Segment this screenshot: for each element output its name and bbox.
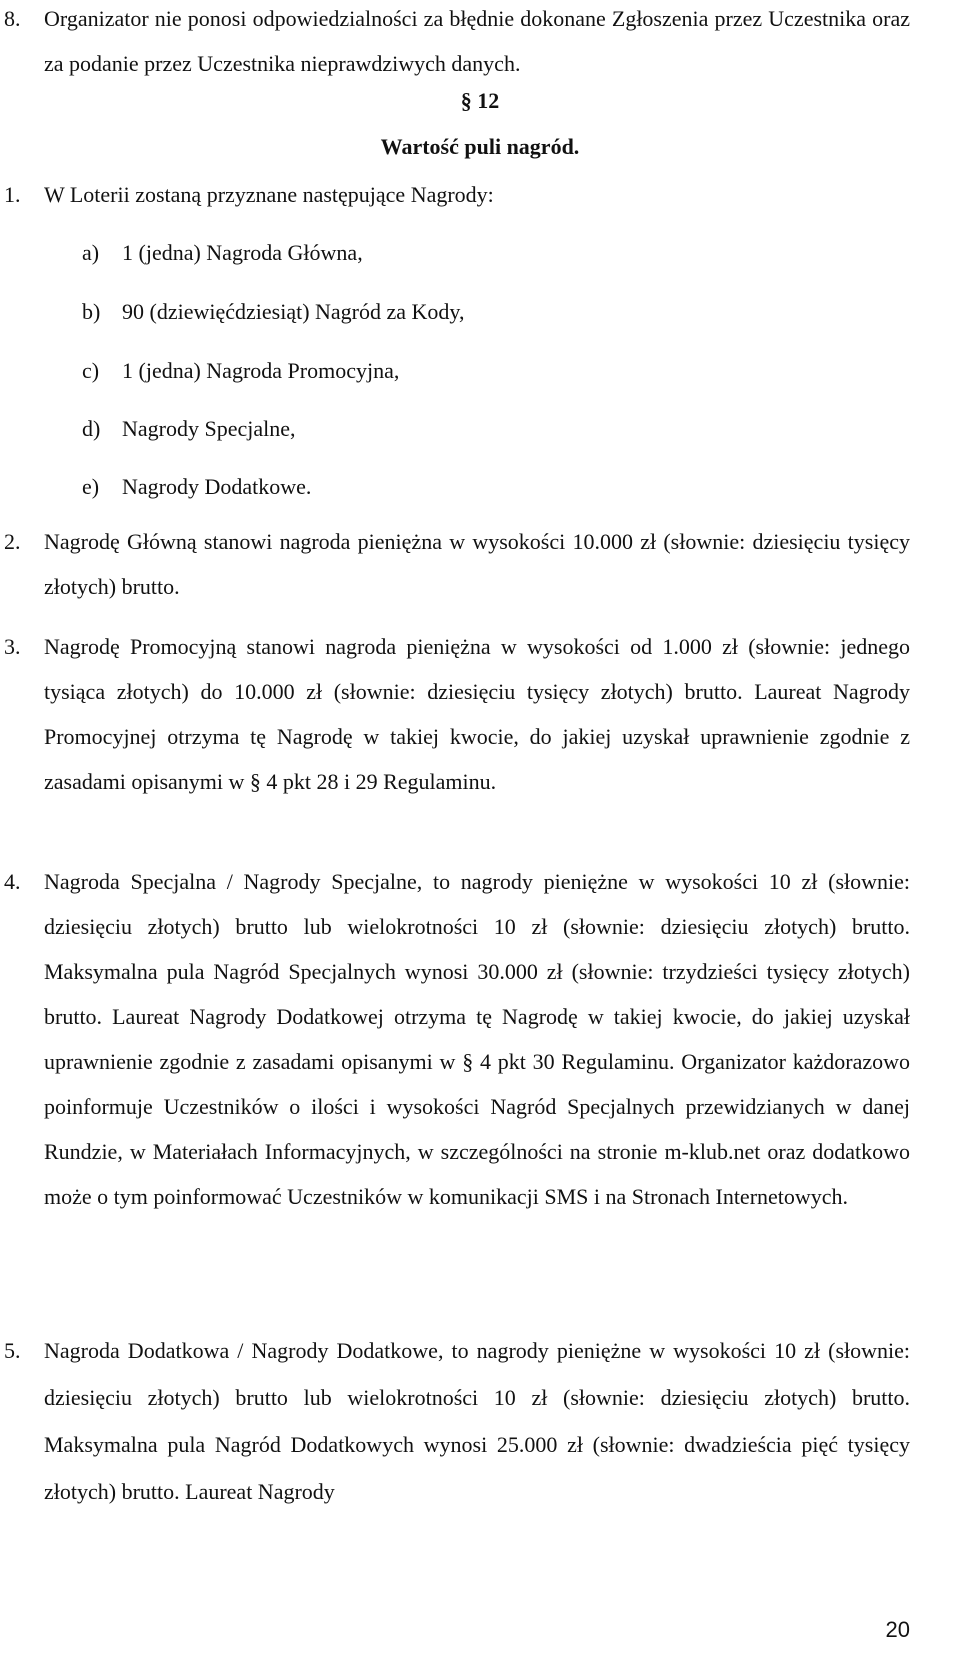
list-item xyxy=(82,236,363,270)
list-item-text: 1 (jedna) Nagroda Główna, xyxy=(122,240,363,265)
paragraph-3 xyxy=(4,624,910,804)
list-item-label: d) xyxy=(82,416,101,441)
list-item-text: Nagrody Specjalne, xyxy=(122,416,296,441)
paragraph-number: 3. xyxy=(4,634,21,659)
paragraph-1 xyxy=(4,172,910,217)
paragraph-5 xyxy=(4,1327,910,1515)
paragraph-4 xyxy=(4,859,910,1219)
paragraph-8 xyxy=(4,0,910,86)
list-item-label: e) xyxy=(82,474,100,499)
paragraph-text: Nagrodę Główną stanowi nagroda pieniężna w wysokości 10.000 zł (słownie: dziesięciu tysięcy złotych) brutto. xyxy=(44,529,910,599)
list-item xyxy=(82,354,399,388)
list-item-text: Nagrody Dodatkowe. xyxy=(122,474,312,499)
paragraph-text: Nagroda Specjalna / Nagrody Specjalne, to nagrody pieniężne w wysokości 10 zł (słownie: dziesięciu złotych) brutto lub wielokrotności 10 zł (słownie: dziesięciu złotych) brutto. Maksymalna pula Nagród Specjalnych wynosi 30.000 zł (słownie: trzydzieści tysięcy złotych) brutto. Laureat Nagrody Dodatkowej otrzyma tę Nagrodę w takiej kwocie, do jakiej uzyskał uprawnienie zgodnie z zasadami opisanymi w § 4 pkt 30 Regulaminu. Organizator każdorazowo poinformuje Uczestników o ilości i wysokości Nagród Specjalnych przewidzianych w danej Rundzie, w Materiałach Informacyjnych, w szczególności na stronie m-klub.net oraz dodatkowo może o tym poinformować Uczestników w komunikacji SMS i na Stronach Internetowych. xyxy=(44,869,910,1209)
list-item-text: 1 (jedna) Nagroda Promocyjna, xyxy=(122,358,400,383)
section-number: § 12 xyxy=(460,88,500,113)
list-item-label: a) xyxy=(82,240,100,265)
paragraph-number: 1. xyxy=(4,182,21,207)
paragraph-text: Nagrodę Promocyjną stanowi nagroda pieniężna w wysokości od 1.000 zł (słownie: jednego tysiąca złotych) do 10.000 zł (słownie: dziesięciu tysięcy złotych) brutto. Laureat Nagrody Promocyjnej otrzyma tę Nagrodę w takiej kwocie, do jakiej uzyskał uprawnienie zgodnie z zasadami opisanymi w § 4 pkt 28 i 29 Regulaminu. xyxy=(44,634,910,794)
paragraph-number: 4. xyxy=(4,869,21,894)
paragraph-text: Organizator nie ponosi odpowiedzialności za błędnie dokonane Zgłoszenia przez Uczestnika oraz za podanie przez Uczestnika nieprawdziwych danych. xyxy=(44,6,910,76)
paragraph-number: 8. xyxy=(4,6,21,31)
list-item xyxy=(82,295,464,329)
paragraph-number: 2. xyxy=(4,529,21,554)
list-item-label: c) xyxy=(82,358,100,383)
section-title: Wartość puli nagród. xyxy=(380,134,580,159)
list-item xyxy=(82,412,296,446)
paragraph-text: Nagroda Dodatkowa / Nagrody Dodatkowe, to nagrody pieniężne w wysokości 10 zł (słownie: dziesięciu złotych) brutto lub wielokrotności 10 zł (słownie: dziesięciu złotych) brutto. Maksymalna pula Nagród Dodatkowych wynosi 25.000 zł (słownie: dwadzieścia pięć tysięcy złotych) brutto. Laureat Nagrody xyxy=(44,1338,910,1504)
paragraph-2 xyxy=(4,519,910,609)
paragraph-number: 5. xyxy=(4,1338,21,1363)
list-item-label: b) xyxy=(82,299,101,324)
paragraph-text: W Loterii zostaną przyznane następujące Nagrody: xyxy=(44,182,494,207)
list-item-text: 90 (dziewięćdziesiąt) Nagród za Kody, xyxy=(122,299,465,324)
list-item xyxy=(82,470,311,504)
page-number: 20 xyxy=(885,1617,910,1642)
